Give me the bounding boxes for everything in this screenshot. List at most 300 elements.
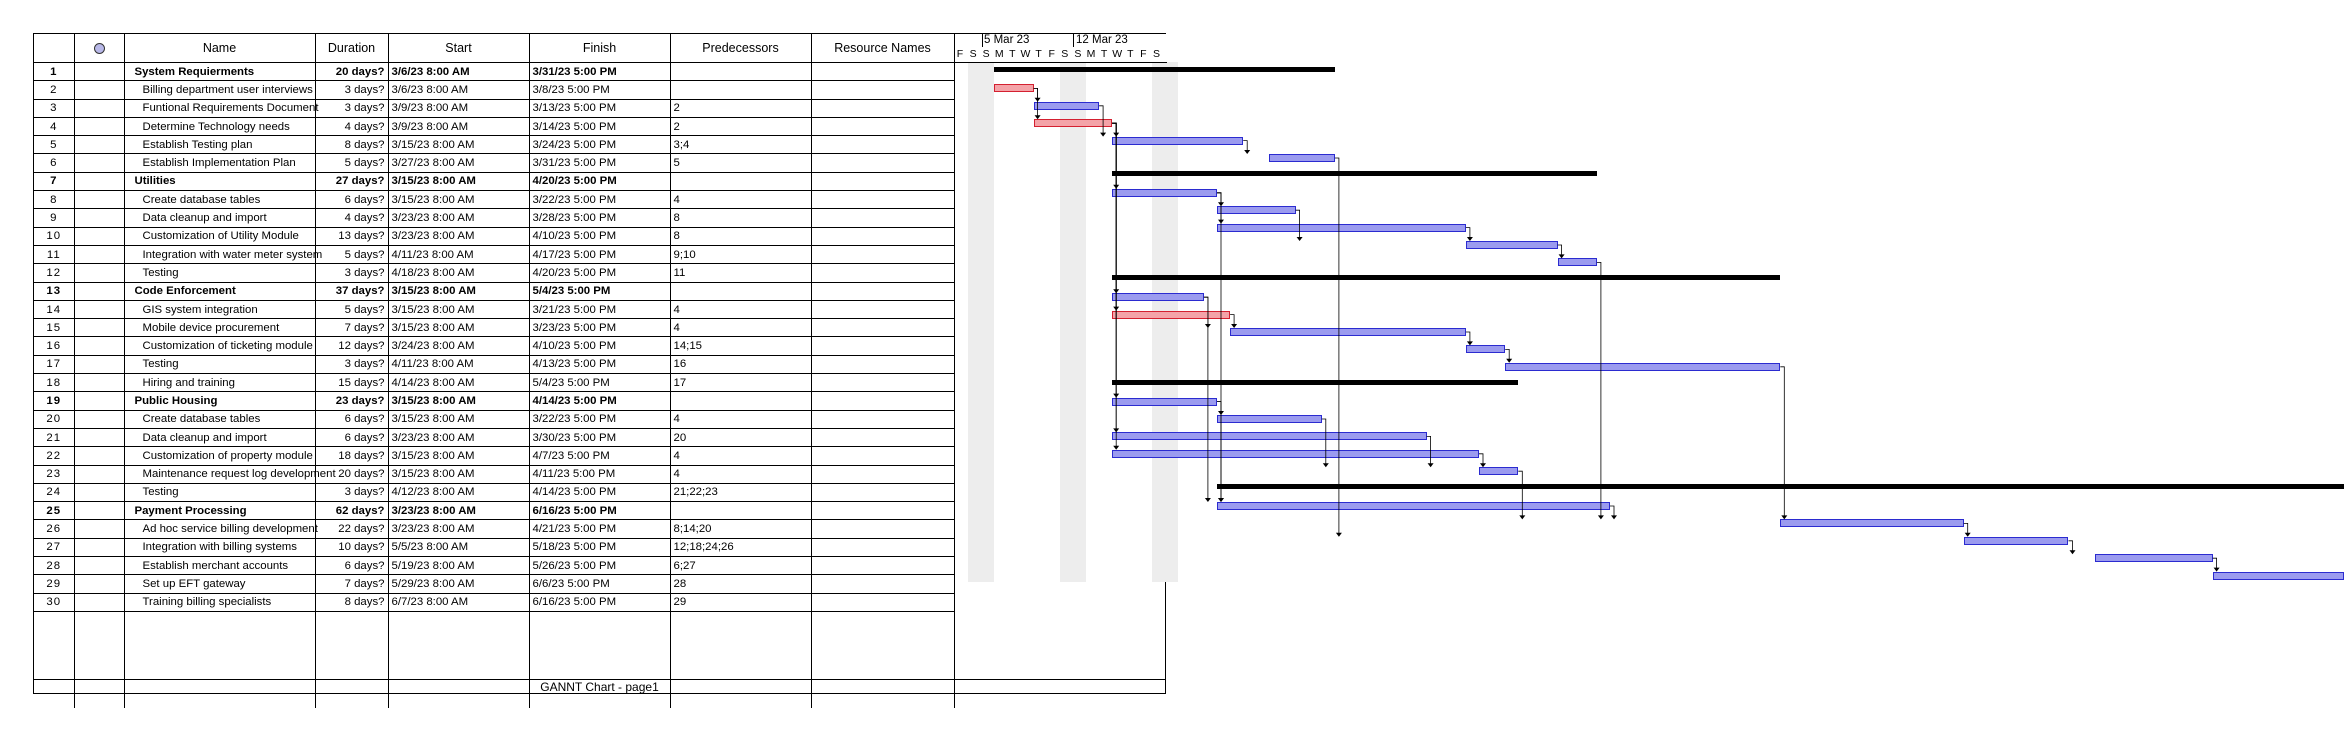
task-duration[interactable]: 23 days? (315, 392, 388, 410)
task-finish[interactable]: 3/28/23 5:00 PM (529, 209, 670, 227)
task-indicator[interactable] (74, 593, 124, 611)
task-indicator[interactable] (74, 227, 124, 245)
task-predecessors[interactable]: 12;18;24;26 (670, 538, 811, 556)
task-id[interactable]: 27 (34, 538, 74, 556)
task-finish[interactable]: 3/31/23 5:00 PM (529, 63, 670, 81)
task-predecessors[interactable]: 4 (670, 191, 811, 209)
summary-task-row[interactable] (34, 63, 954, 81)
task-indicator[interactable] (74, 319, 124, 337)
task-bar[interactable] (1466, 241, 1558, 249)
task-indicator[interactable] (74, 245, 124, 263)
task-row[interactable] (34, 374, 954, 392)
task-start[interactable]: 3/15/23 8:00 AM (388, 172, 529, 190)
summary-task-row[interactable] (34, 172, 954, 190)
task-start[interactable]: 3/23/23 8:00 AM (388, 209, 529, 227)
task-start[interactable]: 4/11/23 8:00 AM (388, 245, 529, 263)
col-finish[interactable]: Finish (529, 34, 670, 63)
summary-task-row[interactable] (34, 282, 954, 300)
task-row[interactable] (34, 447, 954, 465)
task-duration[interactable]: 27 days? (315, 172, 388, 190)
task-predecessors[interactable]: 2 (670, 99, 811, 117)
task-start[interactable]: 3/15/23 8:00 AM (388, 319, 529, 337)
task-predecessors[interactable]: 20 (670, 428, 811, 446)
task-resources[interactable] (811, 63, 954, 81)
task-resources[interactable] (811, 355, 954, 373)
task-id[interactable]: 7 (34, 172, 74, 190)
task-id[interactable]: 20 (34, 410, 74, 428)
task-resources[interactable] (811, 300, 954, 318)
task-resources[interactable] (811, 282, 954, 300)
task-indicator[interactable] (74, 374, 124, 392)
task-id[interactable]: 21 (34, 428, 74, 446)
task-finish[interactable]: 3/22/23 5:00 PM (529, 191, 670, 209)
task-start[interactable]: 3/15/23 8:00 AM (388, 136, 529, 154)
task-name[interactable]: Customization of property module (124, 447, 315, 465)
day-label: M (1086, 48, 1096, 60)
task-finish[interactable]: 4/10/23 5:00 PM (529, 337, 670, 355)
task-row[interactable] (34, 264, 954, 282)
task-start[interactable]: 3/15/23 8:00 AM (388, 410, 529, 428)
task-row[interactable] (34, 483, 954, 501)
task-bar[interactable] (1217, 415, 1322, 423)
task-row[interactable] (34, 355, 954, 373)
task-row[interactable] (34, 99, 954, 117)
task-row[interactable] (34, 209, 954, 227)
task-id[interactable]: 17 (34, 355, 74, 373)
task-start[interactable]: 3/15/23 8:00 AM (388, 300, 529, 318)
task-bar[interactable] (1269, 154, 1335, 162)
task-name[interactable]: Create database tables (124, 191, 315, 209)
task-finish[interactable]: 5/26/23 5:00 PM (529, 557, 670, 575)
task-predecessors[interactable]: 8 (670, 209, 811, 227)
task-name[interactable]: Maintenance request log development (124, 465, 315, 483)
task-duration[interactable]: 7 days? (315, 575, 388, 593)
task-start[interactable]: 3/24/23 8:00 AM (388, 337, 529, 355)
task-duration[interactable]: 3 days? (315, 99, 388, 117)
task-id[interactable]: 11 (34, 245, 74, 263)
task-row[interactable] (34, 245, 954, 263)
task-finish[interactable]: 3/22/23 5:00 PM (529, 410, 670, 428)
col-duration[interactable]: Duration (315, 34, 388, 63)
summary-bar[interactable] (1217, 484, 2344, 489)
task-id[interactable]: 1 (34, 63, 74, 81)
task-finish[interactable]: 5/4/23 5:00 PM (529, 282, 670, 300)
task-predecessors[interactable]: 16 (670, 355, 811, 373)
task-indicator[interactable] (74, 447, 124, 465)
task-resources[interactable] (811, 557, 954, 575)
task-predecessors[interactable]: 8;14;20 (670, 520, 811, 538)
task-duration[interactable]: 8 days? (315, 136, 388, 154)
task-row[interactable] (34, 538, 954, 556)
task-bar[interactable] (1558, 258, 1597, 266)
task-finish[interactable]: 4/20/23 5:00 PM (529, 172, 670, 190)
task-finish[interactable]: 5/18/23 5:00 PM (529, 538, 670, 556)
task-row[interactable] (34, 465, 954, 483)
task-predecessors[interactable] (670, 63, 811, 81)
task-duration[interactable]: 3 days? (315, 264, 388, 282)
task-duration[interactable]: 6 days? (315, 428, 388, 446)
task-duration[interactable]: 6 days? (315, 191, 388, 209)
task-finish[interactable]: 3/31/23 5:00 PM (529, 154, 670, 172)
task-finish[interactable]: 4/21/23 5:00 PM (529, 520, 670, 538)
task-start[interactable]: 3/27/23 8:00 AM (388, 154, 529, 172)
task-predecessors[interactable]: 8 (670, 227, 811, 245)
task-row[interactable] (34, 191, 954, 209)
task-duration[interactable]: 7 days? (315, 319, 388, 337)
task-name[interactable]: Mobile device procurement (124, 319, 315, 337)
task-predecessors[interactable]: 6;27 (670, 557, 811, 575)
task-predecessors[interactable]: 4 (670, 319, 811, 337)
task-id[interactable]: 16 (34, 337, 74, 355)
task-bar[interactable] (1217, 206, 1296, 214)
task-start[interactable]: 6/7/23 8:00 AM (388, 593, 529, 611)
task-indicator[interactable] (74, 520, 124, 538)
task-name[interactable]: Establish Implementation Plan (124, 154, 315, 172)
task-resources[interactable] (811, 428, 954, 446)
task-finish[interactable]: 3/14/23 5:00 PM (529, 117, 670, 135)
task-start[interactable]: 3/9/23 8:00 AM (388, 99, 529, 117)
task-id[interactable]: 5 (34, 136, 74, 154)
task-id[interactable]: 28 (34, 557, 74, 575)
task-id[interactable]: 22 (34, 447, 74, 465)
task-name[interactable]: Establish Testing plan (124, 136, 315, 154)
task-name[interactable]: Testing (124, 483, 315, 501)
task-start[interactable]: 3/23/23 8:00 AM (388, 502, 529, 520)
task-indicator[interactable] (74, 282, 124, 300)
task-predecessors[interactable] (670, 502, 811, 520)
task-resources[interactable] (811, 483, 954, 501)
task-start[interactable]: 3/6/23 8:00 AM (388, 63, 529, 81)
task-predecessors[interactable] (670, 172, 811, 190)
task-name[interactable]: Funtional Requirements Document (124, 99, 315, 117)
task-name[interactable]: Establish merchant accounts (124, 557, 315, 575)
task-start[interactable]: 3/23/23 8:00 AM (388, 428, 529, 446)
task-predecessors[interactable]: 9;10 (670, 245, 811, 263)
task-name[interactable]: Utilities (124, 172, 315, 190)
task-start[interactable]: 3/15/23 8:00 AM (388, 392, 529, 410)
task-indicator[interactable] (74, 117, 124, 135)
task-indicator[interactable] (74, 410, 124, 428)
task-row[interactable] (34, 410, 954, 428)
task-predecessors[interactable]: 17 (670, 374, 811, 392)
task-predecessors[interactable]: 11 (670, 264, 811, 282)
col-name[interactable]: Name (124, 34, 315, 63)
task-row[interactable] (34, 428, 954, 446)
task-name[interactable]: Hiring and training (124, 374, 315, 392)
task-row[interactable] (34, 136, 954, 154)
task-finish[interactable]: 4/7/23 5:00 PM (529, 447, 670, 465)
task-resources[interactable] (811, 392, 954, 410)
task-indicator[interactable] (74, 502, 124, 520)
task-id[interactable]: 19 (34, 392, 74, 410)
task-predecessors[interactable]: 21;22;23 (670, 483, 811, 501)
task-indicator[interactable] (74, 264, 124, 282)
task-id[interactable]: 14 (34, 300, 74, 318)
task-id[interactable]: 25 (34, 502, 74, 520)
col-resource-names[interactable]: Resource Names (811, 34, 954, 63)
task-finish[interactable]: 4/14/23 5:00 PM (529, 483, 670, 501)
task-start[interactable]: 3/23/23 8:00 AM (388, 520, 529, 538)
task-start[interactable]: 4/11/23 8:00 AM (388, 355, 529, 373)
task-indicator[interactable] (74, 337, 124, 355)
task-finish[interactable]: 3/23/23 5:00 PM (529, 319, 670, 337)
task-finish[interactable]: 4/20/23 5:00 PM (529, 264, 670, 282)
task-finish[interactable]: 3/30/23 5:00 PM (529, 428, 670, 446)
task-indicator[interactable] (74, 172, 124, 190)
task-name[interactable]: Public Housing (124, 392, 315, 410)
task-resources[interactable] (811, 117, 954, 135)
task-finish[interactable]: 6/6/23 5:00 PM (529, 575, 670, 593)
task-start[interactable]: 4/14/23 8:00 AM (388, 374, 529, 392)
task-indicator[interactable] (74, 575, 124, 593)
task-row[interactable] (34, 300, 954, 318)
task-resources[interactable] (811, 538, 954, 556)
task-start[interactable]: 5/29/23 8:00 AM (388, 575, 529, 593)
summary-bar[interactable] (1112, 380, 1518, 385)
task-start[interactable]: 3/15/23 8:00 AM (388, 191, 529, 209)
task-predecessors[interactable]: 3;4 (670, 136, 811, 154)
task-resources[interactable] (811, 191, 954, 209)
task-duration[interactable]: 13 days? (315, 227, 388, 245)
task-name[interactable]: Set up EFT gateway (124, 575, 315, 593)
task-duration[interactable]: 37 days? (315, 282, 388, 300)
task-predecessors[interactable]: 14;15 (670, 337, 811, 355)
task-predecessors[interactable]: 4 (670, 465, 811, 483)
task-finish[interactable]: 5/4/23 5:00 PM (529, 374, 670, 392)
col-id[interactable] (34, 34, 74, 63)
task-indicator[interactable] (74, 557, 124, 575)
task-duration[interactable]: 20 days? (315, 465, 388, 483)
task-id[interactable]: 24 (34, 483, 74, 501)
task-resources[interactable] (811, 374, 954, 392)
task-name[interactable]: Data cleanup and import (124, 209, 315, 227)
task-duration[interactable]: 15 days? (315, 374, 388, 392)
task-start[interactable]: 3/15/23 8:00 AM (388, 465, 529, 483)
task-name[interactable]: Code Enforcement (124, 282, 315, 300)
task-name[interactable]: Payment Processing (124, 502, 315, 520)
task-bar[interactable] (1780, 519, 1963, 527)
task-start[interactable]: 3/6/23 8:00 AM (388, 81, 529, 99)
task-finish[interactable]: 6/16/23 5:00 PM (529, 502, 670, 520)
task-bar[interactable] (1505, 363, 1780, 371)
task-finish[interactable]: 4/17/23 5:00 PM (529, 245, 670, 263)
task-id[interactable]: 26 (34, 520, 74, 538)
task-finish[interactable]: 3/13/23 5:00 PM (529, 99, 670, 117)
task-predecessors[interactable]: 4 (670, 447, 811, 465)
task-indicator[interactable] (74, 81, 124, 99)
task-indicator[interactable] (74, 63, 124, 81)
task-bar[interactable] (1230, 328, 1466, 336)
task-start[interactable]: 3/23/23 8:00 AM (388, 227, 529, 245)
task-duration[interactable]: 6 days? (315, 410, 388, 428)
task-indicator[interactable] (74, 428, 124, 446)
task-predecessors[interactable]: 2 (670, 117, 811, 135)
task-row[interactable] (34, 520, 954, 538)
task-resources[interactable] (811, 99, 954, 117)
task-resources[interactable] (811, 337, 954, 355)
task-duration[interactable]: 4 days? (315, 209, 388, 227)
task-row[interactable] (34, 557, 954, 575)
task-row[interactable] (34, 337, 954, 355)
task-duration[interactable]: 5 days? (315, 154, 388, 172)
task-name[interactable]: Integration with water meter system (124, 245, 315, 263)
task-duration[interactable]: 4 days? (315, 117, 388, 135)
task-indicator[interactable] (74, 483, 124, 501)
task-resources[interactable] (811, 172, 954, 190)
summary-task-row[interactable] (34, 502, 954, 520)
task-start[interactable]: 4/18/23 8:00 AM (388, 264, 529, 282)
col-predecessors[interactable]: Predecessors (670, 34, 811, 63)
task-bar[interactable] (1964, 537, 2069, 545)
task-id[interactable]: 8 (34, 191, 74, 209)
task-start[interactable]: 3/9/23 8:00 AM (388, 117, 529, 135)
task-row[interactable] (34, 319, 954, 337)
task-finish[interactable]: 4/11/23 5:00 PM (529, 465, 670, 483)
task-resources[interactable] (811, 264, 954, 282)
task-id[interactable]: 4 (34, 117, 74, 135)
task-finish[interactable]: 4/13/23 5:00 PM (529, 355, 670, 373)
task-predecessors[interactable]: 5 (670, 154, 811, 172)
task-resources[interactable] (811, 136, 954, 154)
task-row[interactable] (34, 593, 954, 611)
task-resources[interactable] (811, 520, 954, 538)
task-bar[interactable] (1466, 345, 1505, 353)
task-bar[interactable] (2213, 572, 2344, 580)
task-resources[interactable] (811, 447, 954, 465)
task-bar[interactable] (1112, 450, 1479, 458)
task-name[interactable]: Testing (124, 355, 315, 373)
task-name[interactable]: Data cleanup and import (124, 428, 315, 446)
task-indicator[interactable] (74, 300, 124, 318)
task-resources[interactable] (811, 319, 954, 337)
task-duration[interactable]: 3 days? (315, 483, 388, 501)
task-duration[interactable]: 10 days? (315, 538, 388, 556)
task-resources[interactable] (811, 209, 954, 227)
task-row[interactable] (34, 81, 954, 99)
task-duration[interactable]: 8 days? (315, 593, 388, 611)
task-row[interactable] (34, 117, 954, 135)
task-duration[interactable]: 18 days? (315, 447, 388, 465)
task-indicator[interactable] (74, 191, 124, 209)
task-resources[interactable] (811, 410, 954, 428)
task-id[interactable]: 10 (34, 227, 74, 245)
task-duration[interactable]: 3 days? (315, 81, 388, 99)
task-predecessors[interactable]: 4 (670, 410, 811, 428)
task-bar[interactable] (1479, 467, 1518, 475)
task-id[interactable]: 13 (34, 282, 74, 300)
summary-bar[interactable] (1112, 275, 1780, 280)
task-duration[interactable]: 5 days? (315, 300, 388, 318)
task-row[interactable] (34, 575, 954, 593)
task-name[interactable]: System Requierments (124, 63, 315, 81)
task-resources[interactable] (811, 575, 954, 593)
task-start[interactable]: 3/15/23 8:00 AM (388, 282, 529, 300)
task-finish[interactable]: 3/21/23 5:00 PM (529, 300, 670, 318)
col-start[interactable]: Start (388, 34, 529, 63)
task-duration[interactable]: 20 days? (315, 63, 388, 81)
task-name[interactable]: GIS system integration (124, 300, 315, 318)
task-id[interactable]: 18 (34, 374, 74, 392)
task-resources[interactable] (811, 227, 954, 245)
task-predecessors[interactable] (670, 282, 811, 300)
task-finish[interactable]: 3/8/23 5:00 PM (529, 81, 670, 99)
task-id[interactable]: 9 (34, 209, 74, 227)
task-id[interactable]: 6 (34, 154, 74, 172)
task-name[interactable]: Create database tables (124, 410, 315, 428)
task-duration[interactable]: 22 days? (315, 520, 388, 538)
summary-task-row[interactable] (34, 392, 954, 410)
task-start[interactable]: 5/5/23 8:00 AM (388, 538, 529, 556)
task-name[interactable]: Integration with billing systems (124, 538, 315, 556)
task-id[interactable]: 29 (34, 575, 74, 593)
task-resources[interactable] (811, 465, 954, 483)
task-row[interactable] (34, 154, 954, 172)
dependency-links (955, 34, 1167, 582)
task-resources[interactable] (811, 502, 954, 520)
task-bar[interactable] (1217, 502, 1610, 510)
task-predecessors[interactable] (670, 392, 811, 410)
task-indicator[interactable] (74, 154, 124, 172)
task-finish[interactable]: 4/14/23 5:00 PM (529, 392, 670, 410)
task-indicator[interactable] (74, 99, 124, 117)
task-name[interactable]: Training billing specialists (124, 593, 315, 611)
task-row[interactable] (34, 227, 954, 245)
task-duration[interactable]: 6 days? (315, 557, 388, 575)
task-indicator[interactable] (74, 355, 124, 373)
task-name[interactable]: Testing (124, 264, 315, 282)
task-duration[interactable]: 5 days? (315, 245, 388, 263)
task-duration[interactable]: 62 days? (315, 502, 388, 520)
task-name[interactable]: Billing department user interviews (124, 81, 315, 99)
task-bar[interactable] (1217, 224, 1466, 232)
task-name[interactable]: Determine Technology needs (124, 117, 315, 135)
task-resources[interactable] (811, 593, 954, 611)
task-indicator[interactable] (74, 465, 124, 483)
task-resources[interactable] (811, 245, 954, 263)
task-indicator[interactable] (74, 538, 124, 556)
task-resources[interactable] (811, 81, 954, 99)
task-predecessors[interactable]: 29 (670, 593, 811, 611)
task-name[interactable]: Ad hoc service billing development (124, 520, 315, 538)
task-id[interactable]: 15 (34, 319, 74, 337)
task-finish[interactable]: 6/16/23 5:00 PM (529, 593, 670, 611)
task-predecessors[interactable]: 28 (670, 575, 811, 593)
task-start[interactable]: 3/15/23 8:00 AM (388, 447, 529, 465)
task-predecessors[interactable]: 4 (670, 300, 811, 318)
task-id[interactable]: 12 (34, 264, 74, 282)
task-start[interactable]: 5/19/23 8:00 AM (388, 557, 529, 575)
task-indicator[interactable] (74, 209, 124, 227)
task-predecessors[interactable] (670, 81, 811, 99)
task-duration[interactable]: 3 days? (315, 355, 388, 373)
task-indicator[interactable] (74, 136, 124, 154)
col-indicators[interactable] (74, 34, 124, 63)
task-finish[interactable]: 3/24/23 5:00 PM (529, 136, 670, 154)
task-name[interactable]: Customization of Utility Module (124, 227, 315, 245)
task-finish[interactable]: 4/10/23 5:00 PM (529, 227, 670, 245)
task-name[interactable]: Customization of ticketing module (124, 337, 315, 355)
task-duration[interactable]: 12 days? (315, 337, 388, 355)
task-id[interactable]: 2 (34, 81, 74, 99)
task-indicator[interactable] (74, 392, 124, 410)
task-id[interactable]: 3 (34, 99, 74, 117)
task-resources[interactable] (811, 154, 954, 172)
task-id[interactable]: 23 (34, 465, 74, 483)
task-start[interactable]: 4/12/23 8:00 AM (388, 483, 529, 501)
task-bar[interactable] (2095, 554, 2213, 562)
summary-bar[interactable] (1112, 171, 1597, 176)
task-id[interactable]: 30 (34, 593, 74, 611)
